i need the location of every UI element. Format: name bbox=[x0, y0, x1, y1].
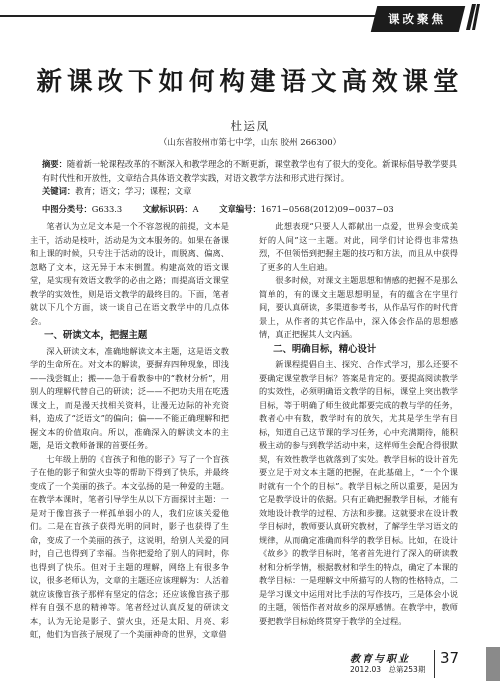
article-no-value: 1671−0568(2012)09−0037−03 bbox=[260, 204, 394, 214]
classification-line bbox=[42, 203, 460, 215]
section-tag: 课改聚焦 bbox=[371, 6, 465, 32]
paragraph: 新课程提倡自主、探究、合作式学习，那么还要不要确定课堂教学目标？答案是肯定的。要提高阅读教学的实效性，必须明确语文教学的目标，课堂上突出教学目标，等于明确了师生彼此都要完成的教与学的任务，教者心中有数，教学时有的放矢，尤其是学生学有目标，知道自己这节课的学习任务，心中充满期待，能积极主动的参与到教学活动中来，这样师生会配合得很默契，有效性教学也就落到了实处。教学目标的设计首先要立足于对文本主题的把握，在此基础上，“一个个课时就有一个个的目标”。教学目标之所以重要，是因为它是教学设计的依据。只有正确把握教学目标，才能有效地设计教学的过程、方法和步骤。这就要求在设计教学目标时，教师要认真研究教材，了解学生学习语文的规律，从而确定准确而科学的教学目标。比如，在设计《故乡》的教学目标时，笔者首先进行了深入的研读教材和分析学情，根据教材和学生的特点，确定了本课的教学目标：一是理解文中所描写的人物的性格特点，二是学习课文中运用对比手法的写作技巧，三是体会小说的主题，领悟作者对故乡的深厚感情。在教学中，教师要把教学目标始终贯穿于教学的全过程。 bbox=[259, 359, 458, 626]
doc-code-label: 文献标识码： bbox=[142, 204, 193, 214]
abstract-text: 随着新一轮课程改革的不断深入和教学理念的不断更新，课堂教学也有了很大的变化。新课标倡导教学要具有时代性和开放性，文章结合具体语文教学实践，对语文教学方法和形式进行探讨。 bbox=[42, 159, 457, 183]
running-header bbox=[0, 0, 500, 40]
paragraph: 七年级上册的《盲孩子和他的影子》写了一个盲孩子在他的影子和萤火虫等的帮助下得到了快乐，并最终变成了一个美丽的孩子。本文弘扬的是一种爱的主题。在教学本课时，笔者引导学生从以下方面探讨主题：一是对于像盲孩子一样孤单弱小的人，我们应该关爱他们。二是在盲孩子获得光明的同时，影子也获得了生命，变成了一个美丽的孩子，这说明，给别人关爱的同时，自己也得到了幸福。当你把爱给了别人的同时，你也得到了快乐。但对于主题的理解，网络上有很多争议，很多老师认为，文章的主题还应该理解为：人活着就应该像盲孩子那样有坚定的信念；还应该像盲孩子那样有自强不息的精神等。笔者经过认真反复的研读文本，认为无论是影子、萤火虫，还是太阳、月亮、彩虹，他们为盲孩子展现了一个美丽神奇的世界，文章借 bbox=[30, 453, 229, 639]
article-author: 杜运凤 bbox=[230, 119, 270, 133]
corner-decoration bbox=[486, 647, 500, 681]
keywords-text: 教育；语文；学习；课程；文章 bbox=[75, 186, 192, 197]
abstract-block bbox=[42, 158, 460, 199]
section-heading-2: 二、明确目标，精心设计 bbox=[273, 343, 377, 355]
keywords-label: 关键词： bbox=[42, 186, 76, 197]
page-footer bbox=[0, 647, 500, 681]
paragraph: 深入研读文本，准确地解读文本主题，这是语文教学的生命所在。对文本的解读，要摒弃四种现象，即浅——浅尝辄止；搬——急于看教参中的“教材分析”，用别人的理解代替自己的研读；泛——不把功夫用在吃透课文上，而是漫天找相关资料，让漫无边际的补充资料，造成了“泛语文”的偏向；偏——不能正确理解和把握文本的价值取向。所以，准确深入的解读文本的主题，是语文教师备课的首要任务。 bbox=[30, 345, 229, 450]
magazine-name: 教育与职业 bbox=[350, 654, 410, 665]
abstract-label: 摘要： bbox=[42, 159, 67, 169]
issue-date: 2012.03 总第253期 bbox=[350, 665, 426, 674]
footer-divider bbox=[434, 650, 435, 678]
paragraph: 笔者认为立足文本是一个不容忽视的前提，文本是主干，活动是枝叶，活动是为文本服务的。如果在备课和上课的时候，只专注于活动的设计，而脱离、偏离、忽略了文本，这无异于本末倒置。构建高效的语文课堂，是实现有效语文教学的必由之路；而提高语文课堂教学的实效性，则是语文教学的最终目的。下面，笔者就以下几个方面，谈一谈自己在语文教学中的几点体会。 bbox=[30, 221, 229, 326]
abstract bbox=[42, 158, 460, 185]
paragraph: 很多时候，对课文主题思想和情感的把握不是那么简单的，有的课文主题思想明显，有的蕴含在字里行间，要认真研读，多渠道参考书，从作品写作的时代背景上，从作者的其它作品中，深入体会作品的思想感情，真正把握其人文内涵。 bbox=[259, 275, 458, 339]
keywords bbox=[42, 185, 460, 199]
author-affiliation: （山东省胶州市第七中学，山东 胶州 266300） bbox=[158, 138, 342, 148]
section-heading-1: 一、研读文本，把握主题 bbox=[44, 330, 148, 341]
body-column-left bbox=[30, 220, 229, 652]
article-no-label: 文章编号： bbox=[219, 204, 261, 214]
doc-code-value: A bbox=[192, 204, 199, 214]
article-title: 新课改下如何构建语文高效课堂 bbox=[36, 67, 464, 97]
tag-stripes-decoration bbox=[466, 4, 480, 30]
clc-label: 中图分类号： bbox=[42, 204, 92, 214]
page-number: 37 bbox=[440, 649, 460, 667]
paragraph: 此想表现“只要人人都献出一点爱，世界会变成美好的人间”这一主题。对此，同学们讨论得也非常热烈，不但领悟到把握主题的技巧和方法，而且从中获得了更多的人生启迪。 bbox=[259, 221, 458, 272]
header-rule bbox=[0, 15, 392, 17]
body-column-right bbox=[259, 220, 458, 652]
clc-value: G633.3 bbox=[91, 204, 123, 214]
